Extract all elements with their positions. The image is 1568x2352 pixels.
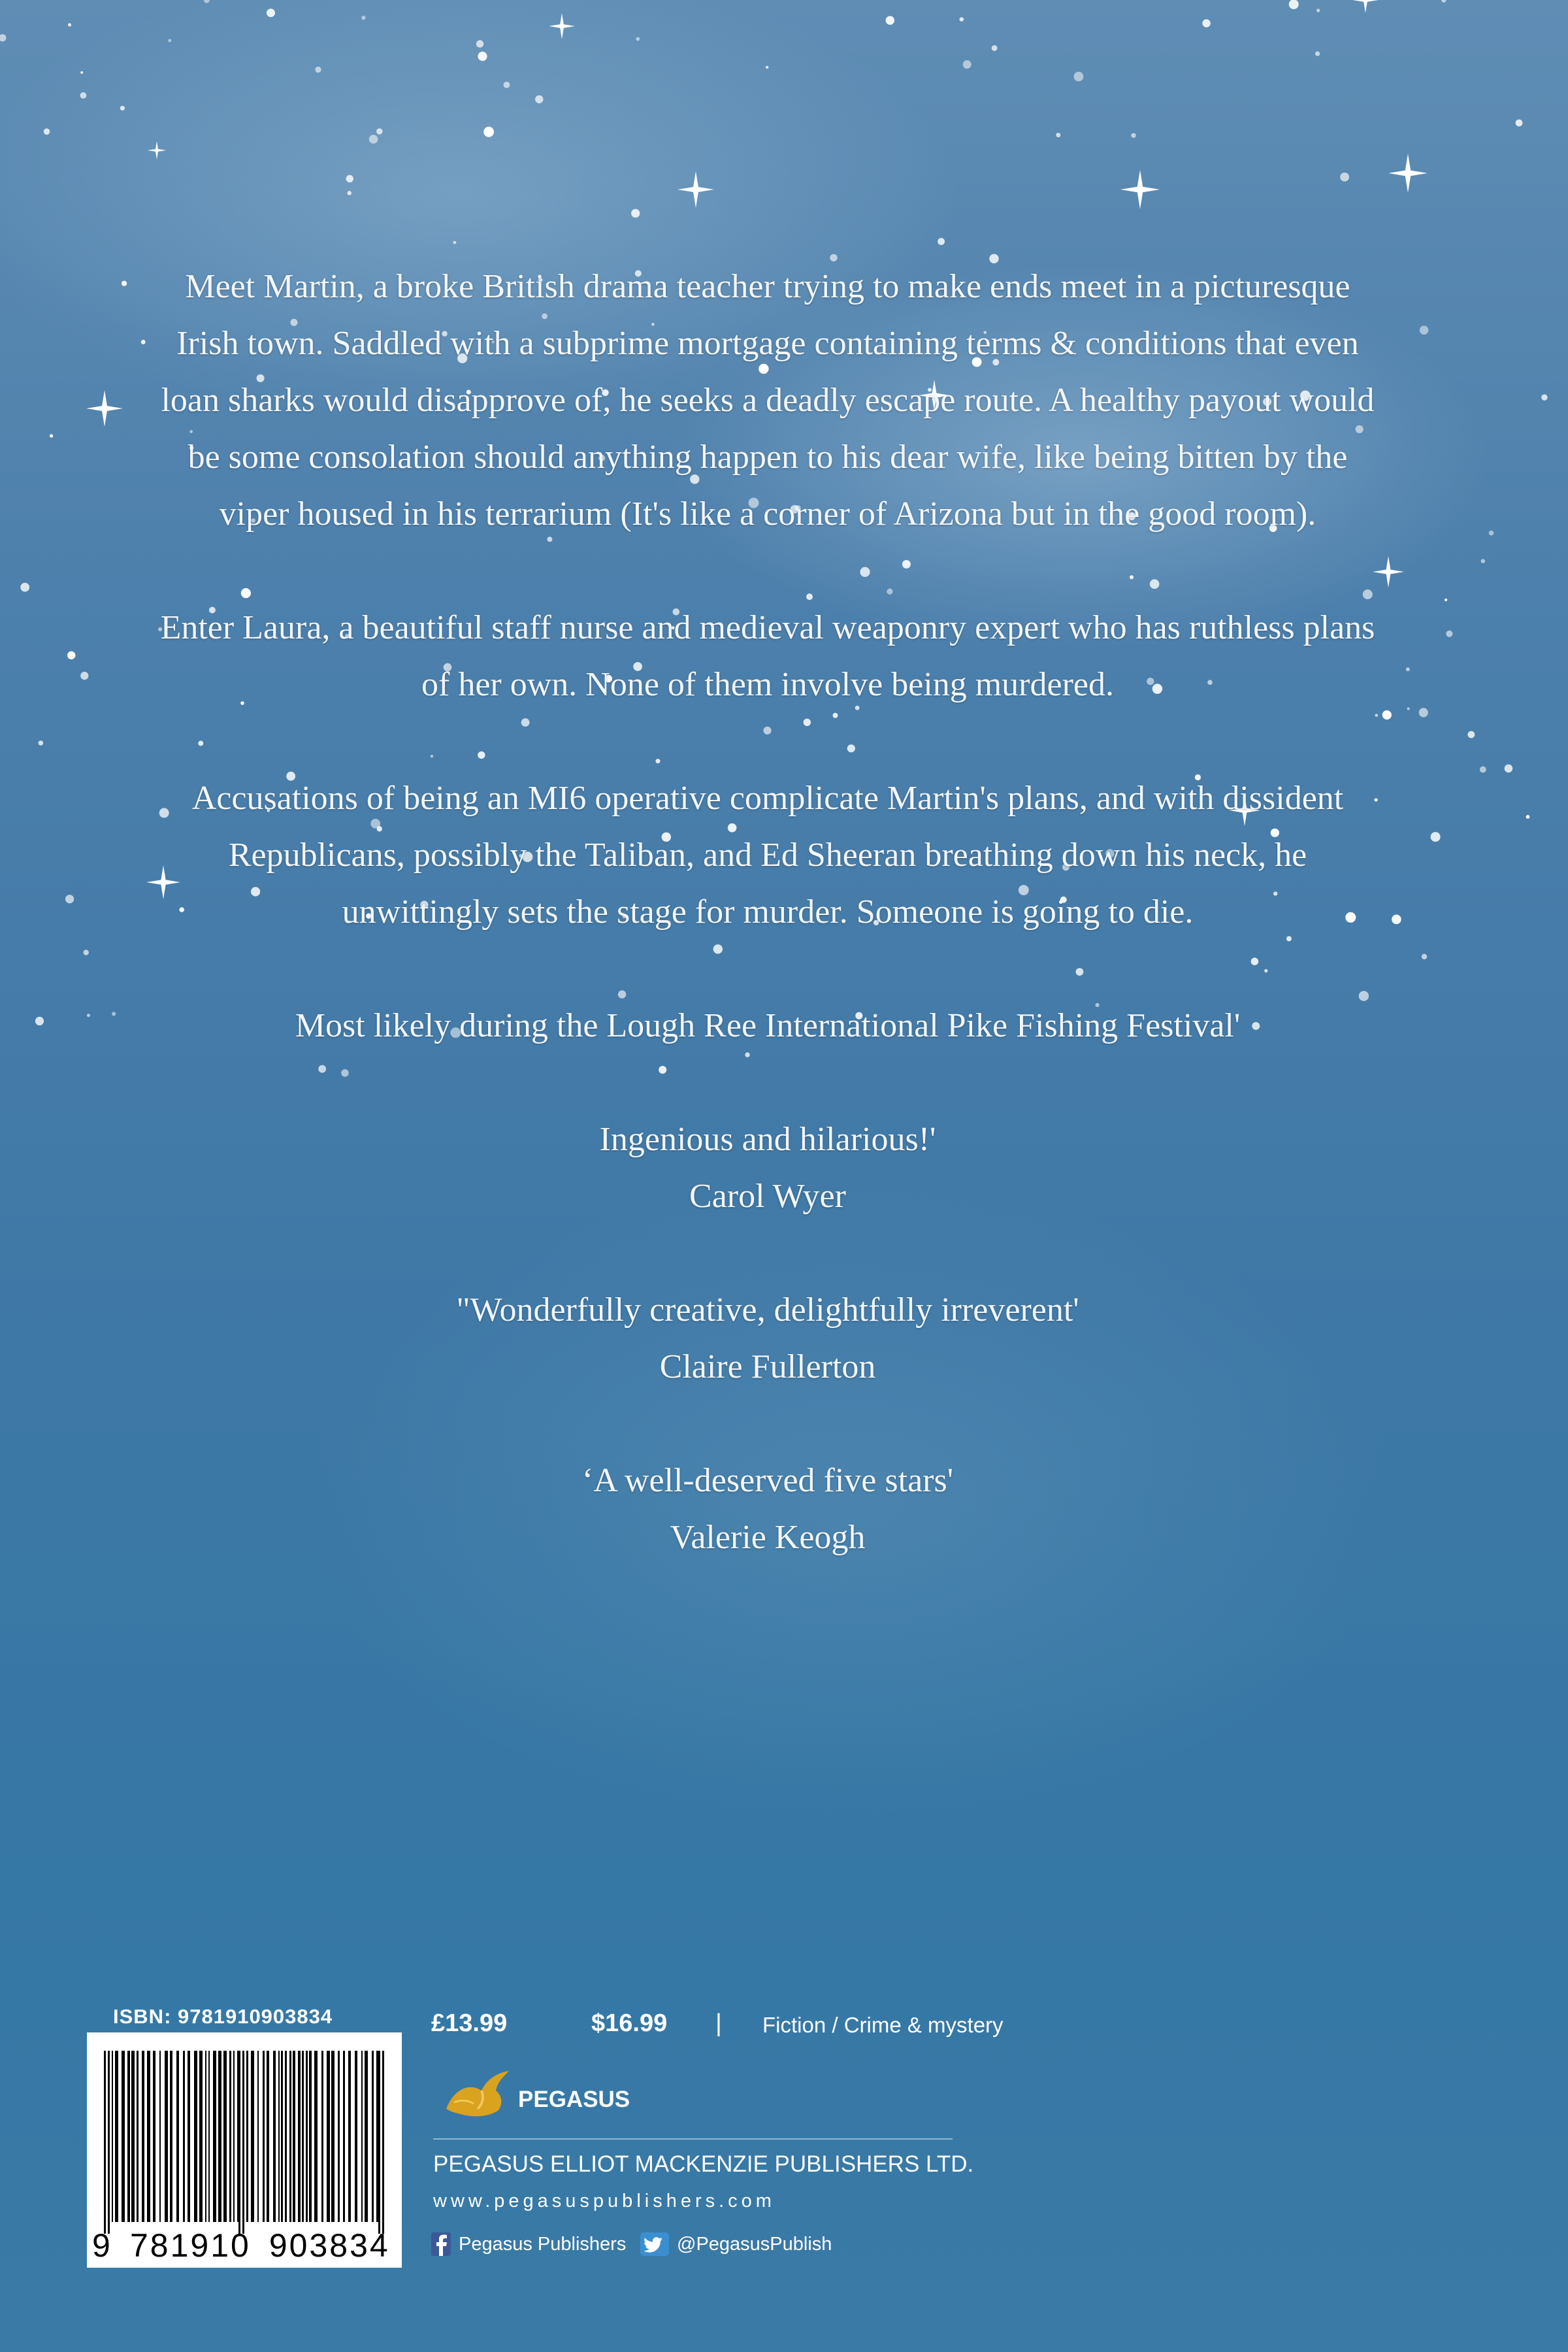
star-dot: [20, 583, 29, 592]
barcode-bar: [343, 2051, 345, 2222]
star-dot: [44, 129, 50, 135]
blurb-paragraph-3: Accusations of being an MI6 operative complicate Martin's plans, and with dissident Republicans, possibly the Taliban, and Ed Sheeran breathing down his neck, he unwittingly sets the stage for murder. Someone is going to die.: [191, 780, 1344, 931]
star-dot: [112, 1012, 116, 1016]
barcode-bar: [293, 2051, 295, 2222]
barcode-bar: [208, 2051, 210, 2222]
barcode-bar: [137, 2051, 139, 2222]
barcode-bar: [372, 2051, 374, 2222]
barcode-bar: [355, 2051, 357, 2222]
barcode-bar: [285, 2051, 287, 2222]
star-dot: [0, 34, 6, 41]
star-dot: [346, 175, 353, 182]
barcode-bar: [122, 2051, 125, 2222]
barcode-bar: [246, 2051, 248, 2222]
star-dot: [1422, 954, 1427, 959]
star-dot: [636, 37, 640, 41]
star-dot: [168, 39, 171, 42]
star-dot: [65, 895, 74, 903]
barcode-bar: [199, 2051, 203, 2222]
barcode-bar: [153, 2051, 155, 2222]
barcode-bar: [327, 2051, 330, 2222]
star-dot: [120, 106, 125, 110]
star-dot: [1541, 394, 1547, 400]
barcode-bar: [365, 2051, 368, 2222]
star-dot: [80, 92, 87, 99]
barcode-bar: [348, 2051, 351, 2222]
barcode-guard-bar: [108, 2051, 110, 2234]
review-quote-author: Claire Fullerton: [659, 1348, 876, 1385]
barcode-bar: [188, 2051, 190, 2222]
star-dot: [1289, 0, 1299, 9]
star-dot: [1315, 52, 1320, 56]
star-dot: [376, 128, 382, 134]
star-dot: [141, 340, 146, 344]
barcode-bar: [361, 2051, 363, 2222]
barcode-digits-group-1: 781910: [130, 2227, 251, 2264]
barcode-bar: [338, 2051, 340, 2222]
star-dot: [1406, 667, 1410, 671]
star-dot: [315, 67, 321, 73]
barcode-bar: [321, 2051, 323, 2222]
barcode-bar: [278, 2051, 280, 2222]
barcode-bar: [251, 2051, 254, 2222]
twitter-bird-icon: [640, 2232, 669, 2256]
star-dot: [84, 950, 89, 955]
barcode-bar: [131, 2051, 135, 2222]
publisher-full-name: PEGASUS ELLIOT MACKENZIE PUBLISHERS LTD.: [433, 2151, 974, 2177]
barcode-digits: [92, 2226, 399, 2265]
review-quote-author: Carol Wyer: [689, 1178, 846, 1215]
sparkle-star-icon: [1388, 154, 1428, 193]
barcode-bar: [170, 2051, 172, 2222]
barcode-panel: [87, 2032, 402, 2268]
star-dot: [1056, 133, 1060, 137]
star-dot: [766, 66, 768, 69]
review-quote-2: [157, 1282, 1379, 1395]
barcode-bar: [112, 2051, 113, 2222]
barcode-bar: [289, 2051, 291, 2222]
star-dot: [483, 127, 494, 137]
book-category: Fiction / Crime & mystery: [762, 2013, 1004, 2037]
blurb-paragraph-2: Enter Laura, a beautiful staff nurse and medieval weaponry expert who has ruthless plans of her own. None of them involve being murdered.: [160, 609, 1375, 703]
review-quote-1: [157, 1111, 1379, 1225]
back-cover-blurb: [157, 258, 1379, 1623]
price-gbp: £13.99: [431, 2010, 508, 2037]
sparkle-star-icon: [148, 141, 166, 159]
twitter-handle: @PegasusPublish: [677, 2233, 832, 2255]
barcode-bar: [267, 2051, 269, 2222]
barcode-bar: [194, 2051, 197, 2222]
barcode-bar: [115, 2051, 118, 2222]
barcode-digits-group-2: 903834: [269, 2227, 390, 2264]
star-dot: [535, 95, 543, 103]
price-usd: $16.99: [591, 2010, 668, 2037]
barcode-bar: [331, 2051, 335, 2222]
barcode-bar: [233, 2051, 235, 2222]
facebook-handle: Pegasus Publishers: [459, 2233, 627, 2255]
barcode-bar: [165, 2051, 168, 2222]
barcode-bar: [176, 2051, 179, 2222]
star-dot: [1202, 19, 1210, 27]
publisher-divider: [433, 2138, 953, 2140]
star-dot: [478, 52, 487, 61]
barcode-bar: [229, 2051, 231, 2222]
star-dot: [1131, 133, 1135, 138]
barcode-bar: [183, 2051, 185, 2222]
star-dot: [938, 238, 945, 245]
barcode-bar: [127, 2051, 130, 2222]
barcode-bar: [314, 2051, 318, 2222]
star-dot: [361, 16, 365, 20]
barcode-bar: [142, 2051, 144, 2222]
sparkle-star-icon: [1120, 170, 1160, 209]
star-dot: [267, 8, 275, 17]
star-dot: [886, 16, 894, 25]
star-dot: [1481, 559, 1485, 563]
review-quote-text: Ingenious and hilarious!': [599, 1121, 936, 1158]
star-dot: [1446, 631, 1452, 637]
star-dot: [35, 1017, 44, 1025]
barcode-guard-bar: [382, 2051, 384, 2234]
barcode-bar: [306, 2051, 308, 2222]
star-dot: [87, 1014, 90, 1017]
star-dot: [80, 71, 83, 74]
blurb-paragraph-4: Most likely during the Lough Ree International Pike Fishing Festival': [295, 1007, 1241, 1044]
star-dot: [1445, 599, 1447, 601]
star-dot: [1407, 707, 1410, 710]
barcode-bar: [298, 2051, 301, 2222]
barcode-bar: [281, 2051, 283, 2222]
review-quote-text: ‘A well-deserved five stars': [581, 1462, 954, 1499]
barcode-guard-bar: [238, 2051, 240, 2234]
star-dot: [992, 45, 998, 51]
star-dot: [1526, 815, 1530, 819]
star-dot: [68, 23, 71, 26]
isbn-label: ISBN: 9781910903834: [113, 2005, 333, 2028]
star-dot: [1419, 708, 1428, 717]
barcode-bar: [205, 2051, 206, 2222]
publisher-short-name: PEGASUS: [518, 2087, 630, 2112]
star-dot: [504, 82, 510, 88]
star-dot: [1074, 72, 1084, 82]
star-dot: [1431, 832, 1441, 842]
star-dot: [960, 17, 964, 22]
barcode-bar: [213, 2051, 216, 2222]
star-dot: [122, 281, 127, 286]
star-dot: [1480, 767, 1486, 773]
star-dot: [631, 209, 640, 218]
star-dot: [453, 241, 457, 244]
review-quote-author: Valerie Keogh: [670, 1519, 866, 1556]
star-dot: [1468, 731, 1475, 738]
star-dot: [1489, 531, 1494, 536]
barcode-bar: [257, 2051, 259, 2222]
review-quote-text: "Wonderfully creative, delightfully irreverent': [456, 1291, 1079, 1329]
star-dot: [1505, 765, 1513, 773]
sparkle-star-icon: [549, 13, 575, 39]
star-dot: [39, 740, 44, 746]
blurb-paragraph-1: Meet Martin, a broke British drama teacher trying to make ends meet in a picturesque Irish town. Saddled with a subprime mortgage containing terms & conditions that even loan sharks would disapprove of, he seeks a deadly escape route. A healthy payout would be some consolation should anything happen to his dear wife, like being bitten by the viper housed in his terrarium (It's like a corner of Arizona but in the good room).: [161, 268, 1375, 533]
facebook-icon: [431, 2232, 451, 2256]
star-dot: [1516, 120, 1523, 127]
barcode-icon: [100, 2051, 389, 2234]
barcode-bar: [302, 2051, 304, 2222]
barcode-bar: [159, 2051, 161, 2222]
star-dot: [50, 434, 53, 437]
barcode-bar: [147, 2051, 150, 2222]
barcode-guard-bar: [378, 2051, 380, 2234]
facebook-link[interactable]: [431, 2232, 626, 2256]
barcode-bar: [376, 2051, 378, 2222]
barcode-digit-lead: 9: [92, 2227, 110, 2264]
barcode-guard-bar: [104, 2051, 106, 2234]
star-dot: [1316, 8, 1320, 12]
publisher-website-link[interactable]: www.pegasuspublishers.com: [433, 2191, 776, 2211]
star-dot: [1441, 0, 1446, 3]
star-dot: [1392, 915, 1401, 925]
pegasus-logo-icon: [441, 2068, 513, 2121]
star-dot: [476, 40, 483, 47]
barcode-bar: [309, 2051, 312, 2222]
price-separator: |: [715, 2010, 722, 2037]
star-dot: [347, 191, 351, 195]
sparkle-star-icon: [678, 171, 714, 208]
star-dot: [80, 672, 88, 680]
barcode-guard-bar: [242, 2051, 244, 2234]
review-quote-3: [157, 1452, 1379, 1566]
star-dot: [1420, 325, 1429, 335]
sparkle-star-icon: [1352, 0, 1379, 13]
star-dot: [963, 60, 972, 69]
star-dot: [1340, 173, 1349, 182]
star-dot: [369, 135, 378, 144]
star-dot: [1382, 710, 1392, 720]
barcode-bar: [273, 2051, 276, 2222]
sparkle-star-icon: [86, 390, 123, 427]
barcode-bar: [218, 2051, 221, 2222]
star-dot: [204, 0, 210, 3]
barcode-bar: [223, 2051, 227, 2222]
twitter-link[interactable]: [640, 2232, 832, 2256]
barcode-bar: [263, 2051, 265, 2222]
star-dot: [67, 652, 75, 659]
